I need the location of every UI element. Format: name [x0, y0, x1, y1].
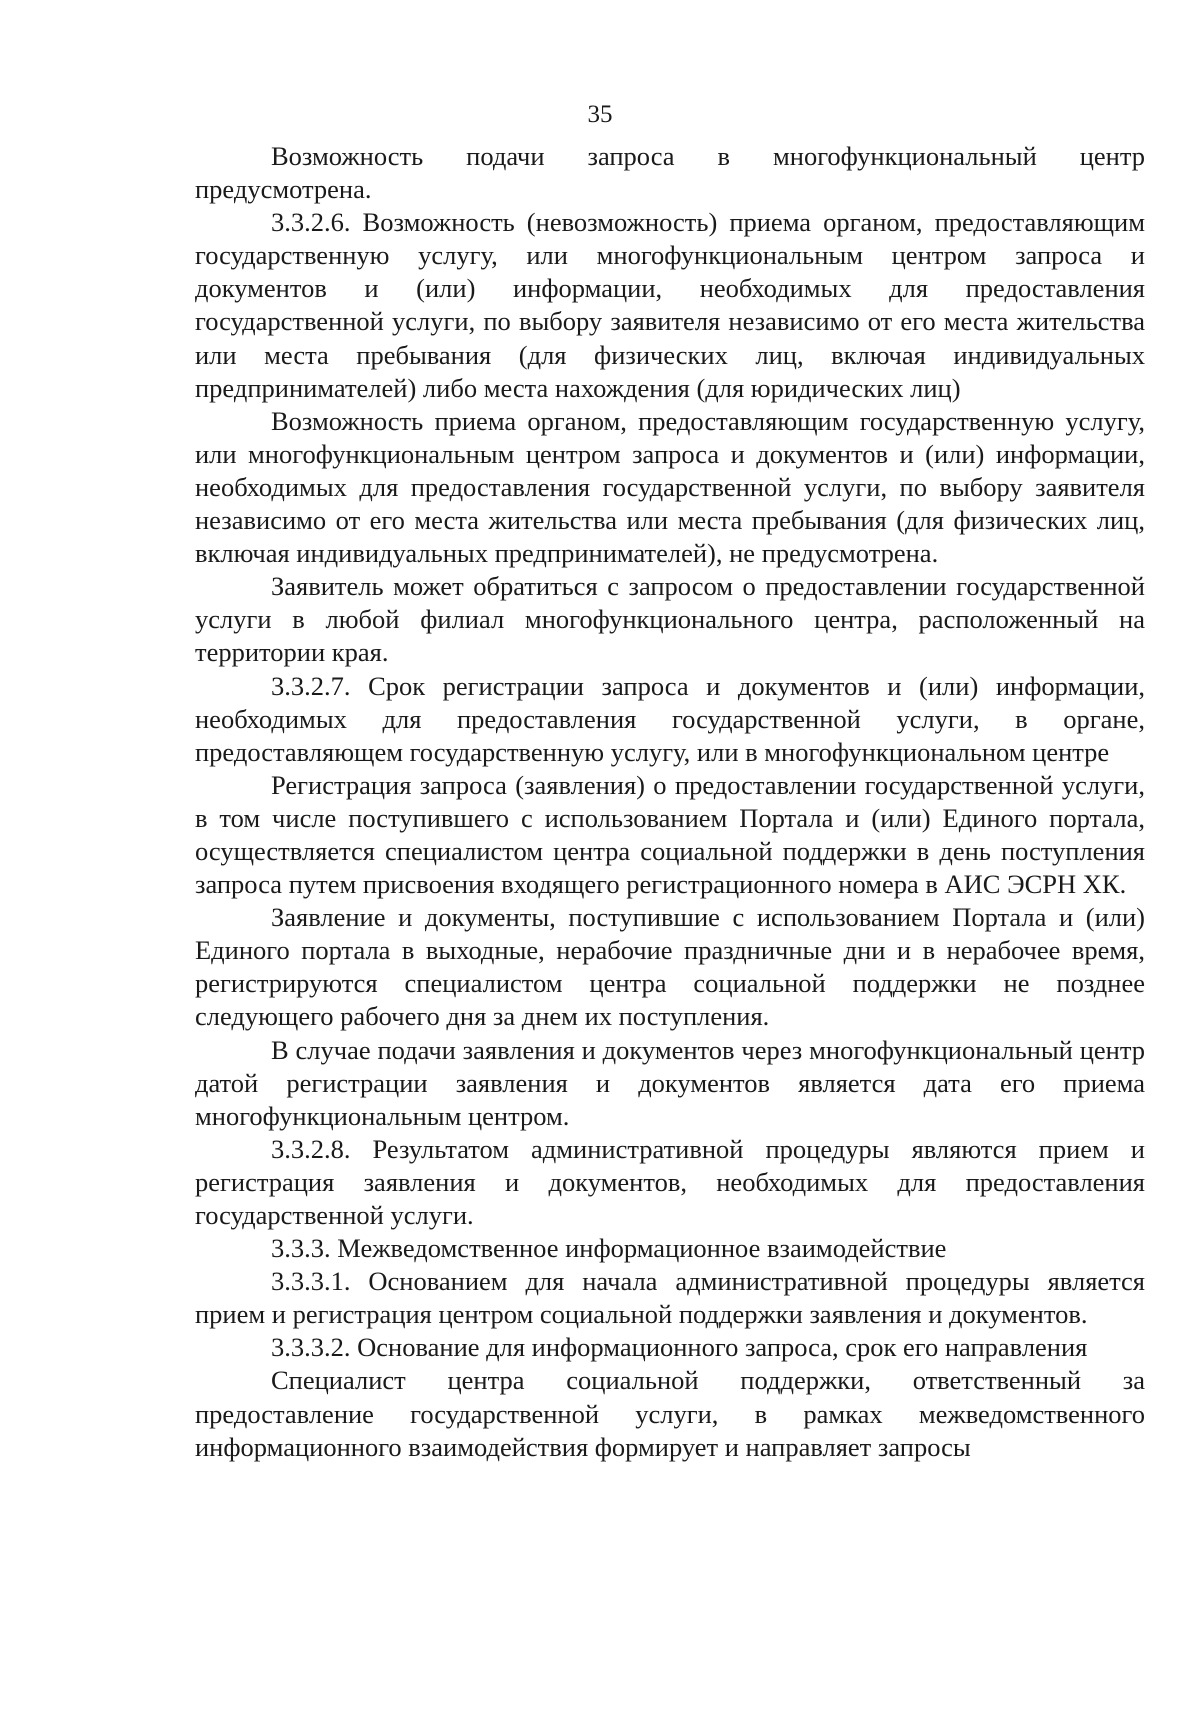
paragraph: Заявитель может обратиться с запросом о предоставлении государственной услуги в любой филиал многофункционального центра, расположенный на территории края.: [195, 571, 1145, 668]
paragraph: 3.3.3. Межведомственное информационное взаимодействие: [271, 1233, 947, 1264]
paragraph: 3.3.3.1. Основанием для начала административной процедуры является прием и регистрация центром социальной поддержки заявления и документов.: [195, 1266, 1145, 1330]
paragraph: В случае подачи заявления и документов через многофункциональный центр датой регистрации заявления и документов является дата его приема многофункциональным центром.: [195, 1034, 1145, 1131]
paragraph: 3.3.2.6. Возможность (невозможность) приема органом, предоставляющим государственную услугу, или многофункциональным центром запроса и документов и (или) информации, необходимых для предоставления государственной услуги, по выбору заявителя независимо от его места жительства или места пребывания (для физических лиц, включая индивидуальных предпринимателей) либо места нахождения (для юридических лиц): [195, 207, 1145, 403]
paragraph: Возможность приема органом, предоставляющим государственную услугу, или многофункциональным центром запроса и документов и (или) информации, необходимых для предоставления государственной услуги, по выбору заявителя независимо от его места жительства или места пребывания (для физических лиц, включая индивидуальных предпринимателей), не предусмотрена.: [195, 405, 1145, 569]
paragraph: Возможность подачи запроса в многофункциональный центр предусмотрена.: [195, 141, 1145, 205]
document-body: [195, 140, 1145, 1464]
paragraph: 3.3.2.8. Результатом административной процедуры являются прием и регистрация заявления и документов, необходимых для предоставления государственной услуги.: [195, 1133, 1145, 1230]
paragraph: Регистрация запроса (заявления) о предоставлении государственной услуги, в том числе поступившего с использованием Портала и (или) Единого портала, осуществляется специалистом центра социальной поддержки в день поступления запроса путем присвоения входящего регистрационного номера в АИС ЭСРН ХК.: [195, 769, 1145, 900]
paragraph: Специалист центра социальной поддержки, ответственный за предоставление государственной услуги, в рамках межведомственного информационного взаимодействия формирует и направляет запросы: [195, 1365, 1145, 1462]
page-number: 35: [587, 101, 613, 128]
paragraph: 3.3.2.7. Срок регистрации запроса и документов и (или) информации, необходимых для предоставления государственной услуги, в органе, предоставляющем государственную услугу, или в многофункциональном центре: [195, 670, 1145, 767]
paragraph: 3.3.3.2. Основание для информационного запроса, срок его направления: [271, 1332, 1088, 1363]
paragraph: Заявление и документы, поступившие с использованием Портала и (или) Единого портала в выходные, нерабочие праздничные дни и в нерабочее время, регистрируются специалистом центра социальной поддержки не позднее следующего рабочего дня за днем их поступления.: [195, 902, 1145, 1032]
